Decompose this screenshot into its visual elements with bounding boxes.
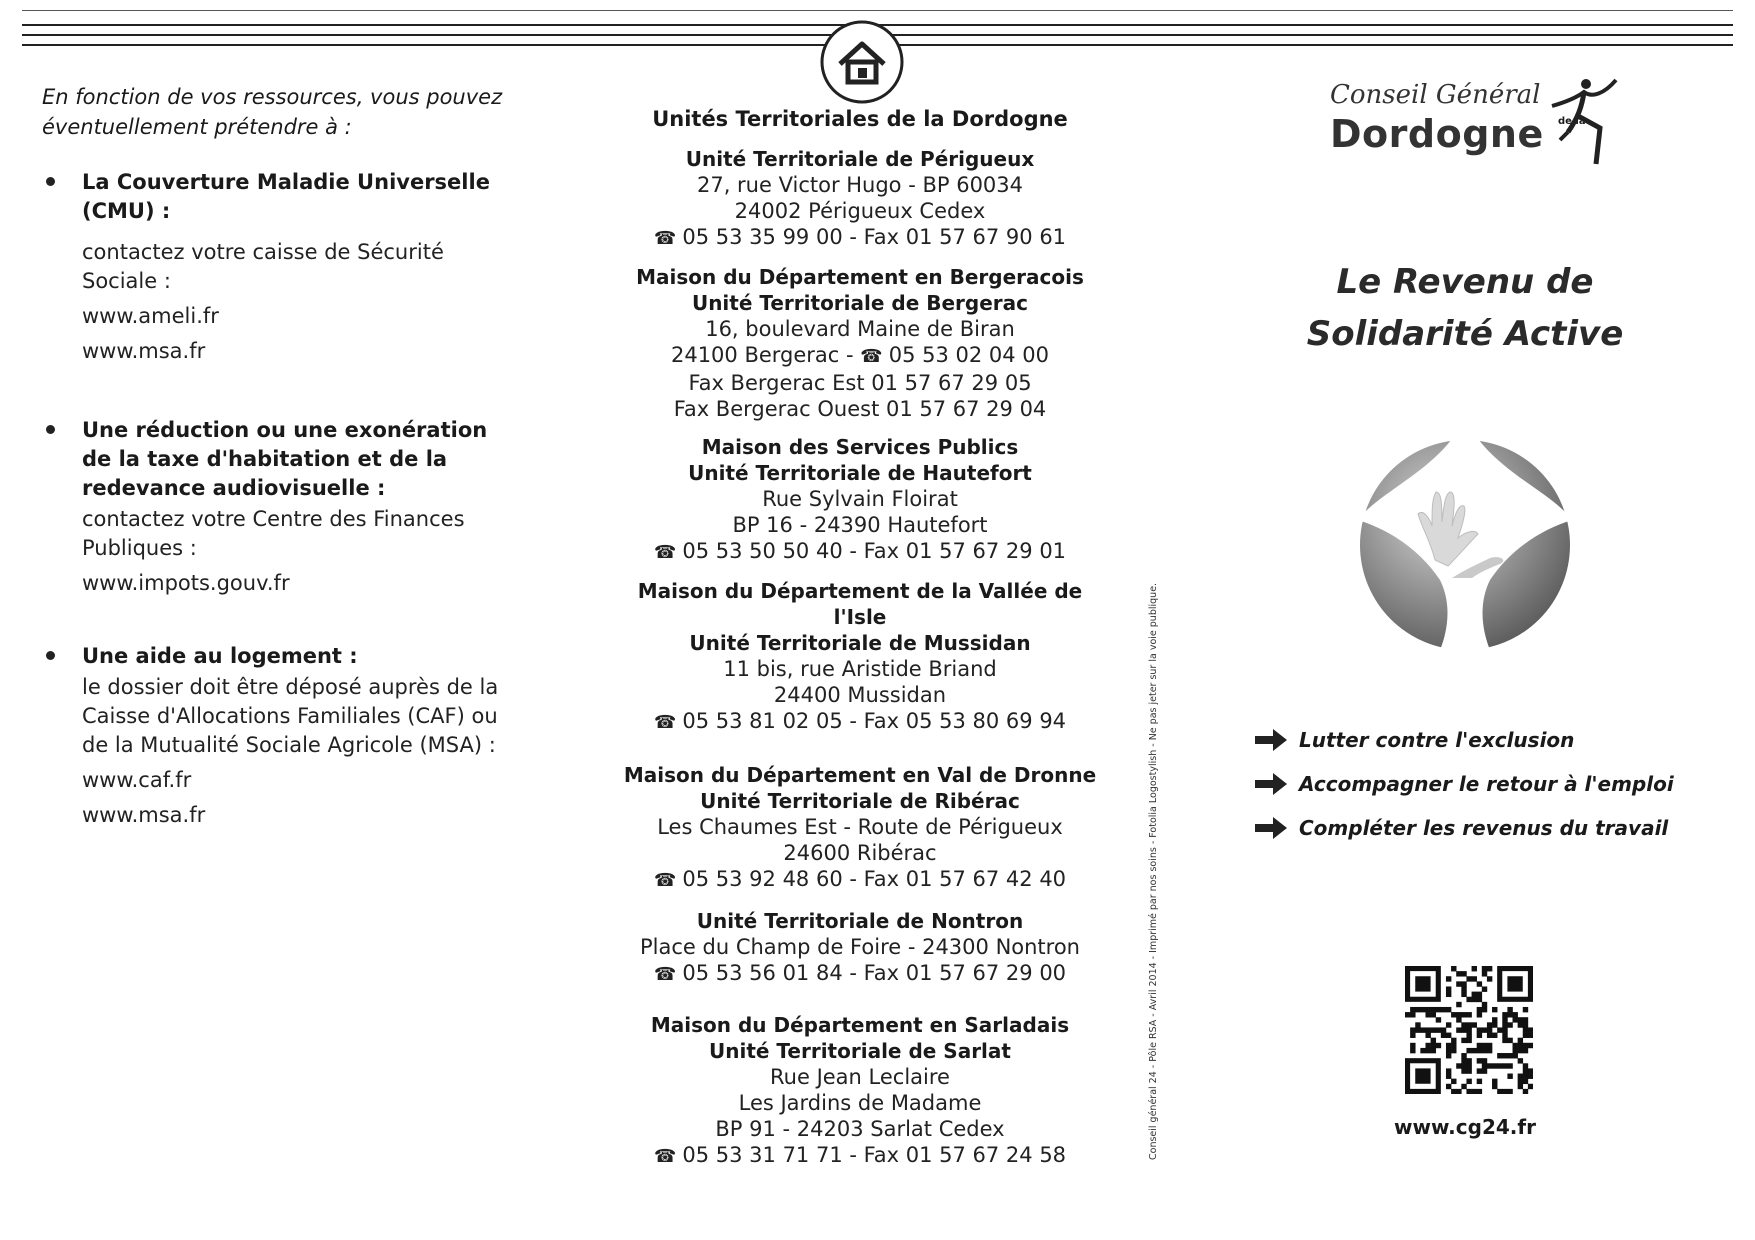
phone-fax: 05 53 35 99 00 - Fax 01 57 67 90 61 bbox=[682, 225, 1067, 249]
address-line: 24400 Mussidan bbox=[773, 683, 947, 707]
unit-name: Unité Territoriale de Mussidan bbox=[689, 631, 1031, 655]
benefit-body: le dossier doit être déposé auprès de la Caisse d'Allocations Familiales (CAF) ou de la Mutualité Sociale Agricole (MSA) : bbox=[82, 675, 499, 757]
link-msa[interactable]: www.msa.fr bbox=[82, 339, 206, 363]
unit-riberac bbox=[620, 762, 1100, 894]
website-link[interactable]: www.cg24.fr bbox=[1394, 1115, 1536, 1139]
title-line-2: Solidarité Active bbox=[1306, 314, 1624, 354]
phone-icon: ☎ bbox=[653, 712, 677, 733]
benefit-title: Une aide au logement : bbox=[82, 644, 358, 668]
logo-script-text: Conseil Général bbox=[1330, 80, 1541, 110]
maison-name: Maison des Services Publics bbox=[701, 435, 1019, 459]
unit-hautefort bbox=[620, 434, 1100, 566]
unit-name: Unité Territoriale de Bergerac bbox=[691, 291, 1029, 315]
unit-bergerac bbox=[620, 264, 1100, 422]
logo-big-text: Dordogne bbox=[1330, 112, 1544, 156]
left-column bbox=[42, 82, 512, 876]
maison-name: Maison du Département en Sarladais bbox=[650, 1013, 1070, 1037]
arrow-right-icon bbox=[1255, 729, 1287, 751]
aim-item bbox=[1255, 806, 1674, 850]
phone-icon: ☎ bbox=[653, 542, 677, 563]
address-line: 24100 Bergerac - bbox=[670, 343, 861, 367]
address-line: BP 91 - 24203 Sarlat Cedex bbox=[715, 1117, 1005, 1141]
middle-column bbox=[620, 104, 1100, 1182]
unit-name: Unité Territoriale de Nontron bbox=[696, 909, 1024, 933]
unit-sarlat bbox=[620, 1012, 1100, 1170]
logo-small-text: de la bbox=[1558, 116, 1586, 127]
address-line: Rue Sylvain Floirat bbox=[762, 487, 958, 511]
benefit-title: Une réduction ou une exonération de la taxe d'habitation et de la redevance audiovisuelle : bbox=[82, 418, 488, 500]
unit-name: Unité Territoriale de Sarlat bbox=[709, 1039, 1011, 1063]
fax-line: Fax Bergerac Est 01 57 67 29 05 bbox=[688, 371, 1032, 395]
bullet-icon bbox=[46, 177, 55, 186]
phone-icon: ☎ bbox=[860, 346, 883, 367]
maison-name: Maison du Département en Val de Dronne bbox=[623, 763, 1097, 787]
benefit-body: contactez votre caisse de Sécurité Sociale : bbox=[82, 240, 444, 293]
phone-icon: ☎ bbox=[653, 870, 677, 891]
benefit-item-logement bbox=[42, 642, 512, 830]
section-title: Unités Territoriales de la Dordogne bbox=[652, 107, 1068, 131]
phone-number: 05 53 02 04 00 bbox=[888, 343, 1050, 367]
phone-icon: ☎ bbox=[653, 964, 677, 985]
dancer-figure-icon bbox=[1548, 76, 1620, 166]
address-line: 24002 Périgueux Cedex bbox=[734, 199, 986, 223]
phone-fax: 05 53 50 50 40 - Fax 01 57 67 29 01 bbox=[682, 539, 1067, 563]
phone-icon: ☎ bbox=[653, 228, 677, 249]
address-line: 16, boulevard Maine de Biran bbox=[705, 317, 1015, 341]
print-credits: Conseil général 24 - Pôle RSA - Avril 2014 - Imprimé par nos soins - Fotolia Logostylish - Ne pas jeter sur la voie publique. bbox=[1148, 582, 1159, 1160]
benefit-item-taxe bbox=[42, 416, 512, 598]
link-ameli[interactable]: www.ameli.fr bbox=[82, 304, 219, 328]
aim-item bbox=[1255, 762, 1674, 806]
unit-perigueux bbox=[620, 146, 1100, 252]
phone-fax: 05 53 92 48 60 - Fax 01 57 67 42 40 bbox=[682, 867, 1067, 891]
address-line: Les Jardins de Madame bbox=[738, 1091, 982, 1115]
conseil-general-logo bbox=[1330, 76, 1620, 166]
link-msa[interactable]: www.msa.fr bbox=[82, 803, 206, 827]
bullet-icon bbox=[46, 425, 55, 434]
benefit-body: contactez votre Centre des Finances Publiques : bbox=[82, 507, 465, 560]
unit-name: Unité Territoriale de Ribérac bbox=[700, 789, 1020, 813]
address-line: 24600 Ribérac bbox=[783, 841, 937, 865]
aim-text: Accompagner le retour à l'emploi bbox=[1299, 772, 1674, 796]
unit-nontron bbox=[620, 908, 1100, 988]
aim-item bbox=[1255, 718, 1674, 762]
benefit-item-cmu bbox=[42, 168, 512, 366]
maison-name: Maison du Département de la Vallée de l'Isle bbox=[637, 579, 1083, 629]
address-line: Place du Champ de Foire - 24300 Nontron bbox=[640, 935, 1080, 959]
address-line: Rue Jean Leclaire bbox=[770, 1065, 950, 1089]
hands-emblem-icon bbox=[1340, 410, 1590, 660]
address-line: BP 16 - 24390 Hautefort bbox=[732, 513, 988, 537]
fax-line: Fax Bergerac Ouest 01 57 67 29 04 bbox=[673, 397, 1047, 421]
qr-code-icon[interactable] bbox=[1405, 966, 1533, 1094]
header-rule-top bbox=[22, 10, 1733, 11]
benefit-title: La Couverture Maladie Universelle (CMU) : bbox=[82, 170, 490, 223]
address-line: 11 bis, rue Aristide Briand bbox=[723, 657, 997, 681]
link-caf[interactable]: www.caf.fr bbox=[82, 768, 192, 792]
aims-list bbox=[1255, 718, 1674, 850]
unit-name: Unité Territoriale de Périgueux bbox=[685, 147, 1035, 171]
phone-fax: 05 53 56 01 84 - Fax 01 57 67 29 00 bbox=[682, 961, 1067, 985]
aim-text: Lutter contre l'exclusion bbox=[1299, 728, 1575, 752]
home-icon bbox=[818, 18, 906, 106]
address-line: Les Chaumes Est - Route de Périgueux bbox=[657, 815, 1063, 839]
maison-name: Maison du Département en Bergeracois bbox=[636, 265, 1084, 289]
leaflet-title bbox=[1245, 256, 1685, 360]
link-impots[interactable]: www.impots.gouv.fr bbox=[82, 571, 290, 595]
unit-mussidan bbox=[620, 578, 1100, 736]
arrow-right-icon bbox=[1255, 773, 1287, 795]
phone-fax: 05 53 31 71 71 - Fax 01 57 67 24 58 bbox=[682, 1143, 1067, 1167]
address-line: 27, rue Victor Hugo - BP 60034 bbox=[696, 173, 1024, 197]
phone-fax: 05 53 81 02 05 - Fax 05 53 80 69 94 bbox=[682, 709, 1067, 733]
bullet-icon bbox=[46, 651, 55, 660]
intro-text: En fonction de vos ressources, vous pouvez éventuellement prétendre à : bbox=[42, 85, 503, 139]
title-line-1: Le Revenu de bbox=[1336, 262, 1594, 302]
phone-icon: ☎ bbox=[653, 1146, 677, 1167]
arrow-right-icon bbox=[1255, 817, 1287, 839]
unit-name: Unité Territoriale de Hautefort bbox=[688, 461, 1032, 485]
aim-text: Compléter les revenus du travail bbox=[1299, 816, 1669, 840]
